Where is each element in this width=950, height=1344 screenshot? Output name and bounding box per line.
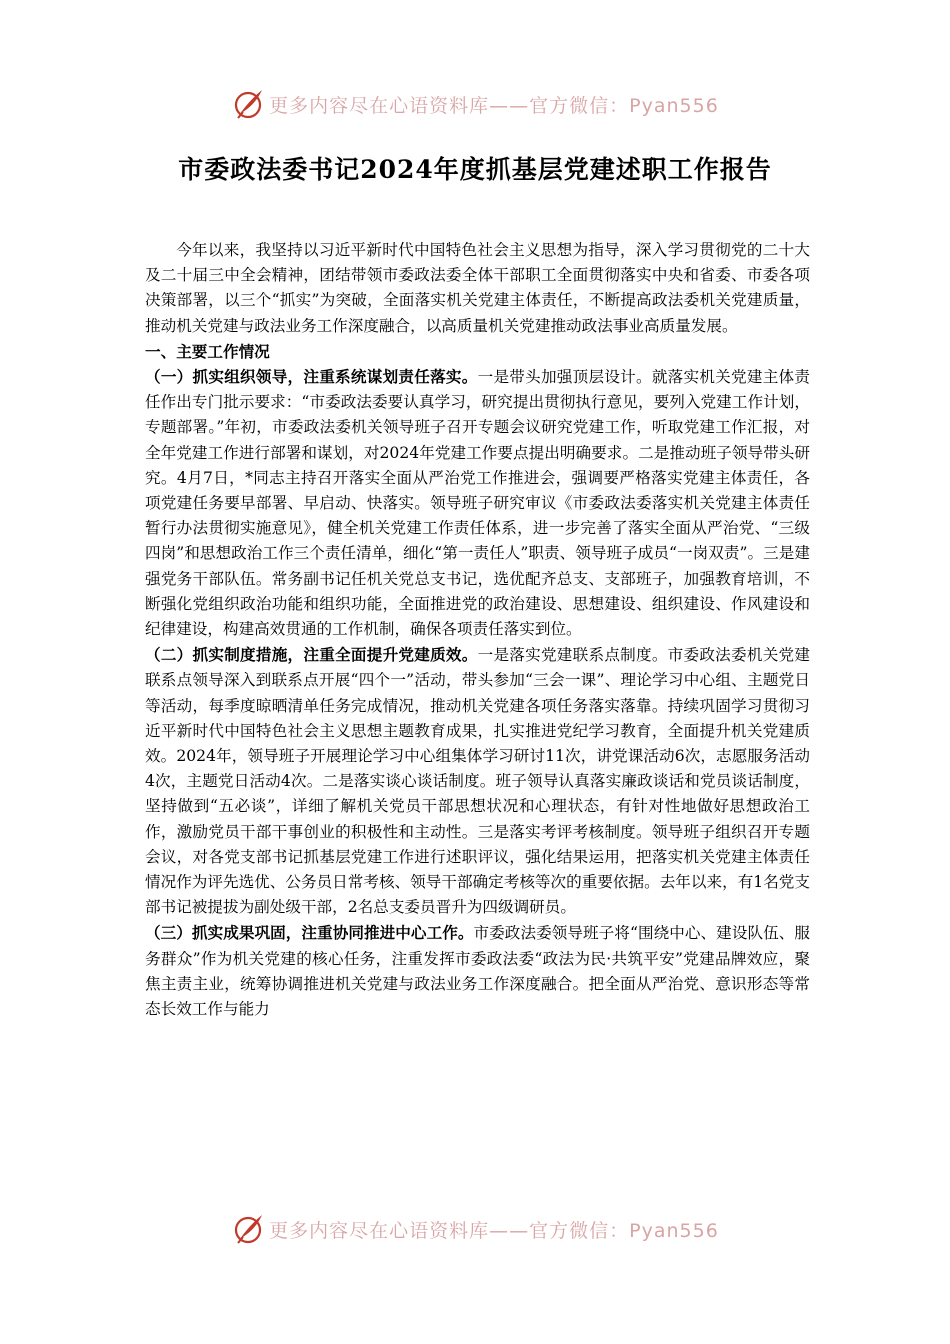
paragraph-3 — [145, 920, 810, 1022]
watermark-text: 更多内容尽在心语资料库——官方微信：Pyan556 — [269, 94, 719, 117]
document-title: 市委政法委书记2024年度抓基层党建述职工作报告 — [178, 155, 772, 184]
quill-logo-icon — [231, 1212, 265, 1246]
section-heading: 一、主要工作情况 — [145, 341, 270, 361]
document-body — [145, 238, 810, 1022]
paragraph-1-heading: （一）抓实组织领导，注重系统谋划责任落实。 — [145, 367, 478, 387]
paragraph-2-heading: （二）抓实制度措施，注重全面提升党建质效。 — [145, 645, 478, 665]
quill-logo-icon — [231, 87, 265, 121]
intro-paragraph: 今年以来，我坚持以习近平新时代中国特色社会主义思想为指导，深入学习贯彻党的二十大及二十届三中全会精神，团结带领市委政法委全体干部职工全面贯彻落实中央和省委、市委各项决策部署，以三个“抓实”为突破，全面落实机关党建主体责任，不断提高政法委机关党建质量，推动机关党建与政法业务工作深度融合，以高质量机关党建推动政法事业高质量发展。 — [145, 241, 810, 335]
paragraph-3-body: 市委政法委领导班子将“围绕中心、建设队伍、服务群众”作为机关党建的核心任务，注重发挥市委政法委“政法为民·共筑平安”党建品牌效应，聚焦主责主业，统筹协调推进机关党建与政法业务工作深度融合。把全面从严治党、意识形态等常态长效工作与能力 — [145, 924, 810, 1019]
watermark-banner-top — [0, 84, 950, 124]
watermark-banner-bottom — [0, 1209, 950, 1249]
paragraph-3-heading: （三）抓实成果巩固，注重协同推进中心工作。 — [145, 923, 474, 943]
paragraph-1 — [145, 364, 810, 642]
watermark-text: 更多内容尽在心语资料库——官方微信：Pyan556 — [269, 1219, 719, 1242]
paragraph-2 — [145, 642, 810, 920]
paragraph-2-body: 一是落实党建联系点制度。市委政法委机关党建联系点领导深入到联系点开展“四个一”活动，带头参加“三会一课”、理论学习中心组、主题党日等活动，每季度晾晒清单任务完成情况，推动机关党建各项任务落实落靠。持续巩固学习贯彻习近平新时代中国特色社会主义思想主题教育成果，扎实推进党纪学习教育，全面提升机关党建质效。2024年，领导班子开展理论学习中心组集体学习研讨11次，讲党课活动6次，志愿服务活动4次，主题党日活动4次。二是落实谈心谈话制度。班子领导认真落实廉政谈话和党员谈话制度，坚持做到“五必谈”，详细了解机关党员干部思想状况和心理状态，有针对性地做好思想政治工作，激励党员干部干事创业的积极性和主动性。三是落实考评考核制度。领导班子组织召开专题会议，对各党支部书记抓基层党建工作进行述职评议，强化结果运用，把落实机关党建主体责任情况作为评先选优、公务员日常考核、领导干部确定考核等次的重要依据。去年以来，有1名党支部书记被提拔为副处级干部，2名总支委员晋升为四级调研员。 — [145, 646, 810, 917]
paragraph-1-body: 一是带头加强顶层设计。就落实机关党建主体责任作出专门批示要求：“市委政法委要认真学习，研究提出贯彻执行意见，要列入党建工作计划，专题部署。”年初，市委政法委机关领导班子召开专题会议研究党建工作，听取党建工作汇报，对全年党建工作进行部署和谋划，对2024年党建工作要点提出明确要求。二是推动班子领导带头研究。4月7日，*同志主持召开落实全面从严治党工作推进会，强调要严格落实党建主体责任，各项党建任务要早部署、早启动、快落实。领导班子研究审议《市委政法委落实机关党建主体责任暂行办法贯彻实施意见》，健全机关党建工作责任体系，进一步完善了落实全面从严治党、“三级四岗”和思想政治工作三个责任清单，细化“第一责任人”职责、领导班子成员“一岗双责”。三是建强党务干部队伍。常务副书记任机关党总支书记，选优配齐总支、支部班子，加强教育培训，不断强化党组织政治功能和组织功能，全面推进党的政治建设、思想建设、组织建设、作风建设和纪律建设，构建高效贯通的工作机制，确保各项责任落实到位。 — [145, 368, 810, 639]
